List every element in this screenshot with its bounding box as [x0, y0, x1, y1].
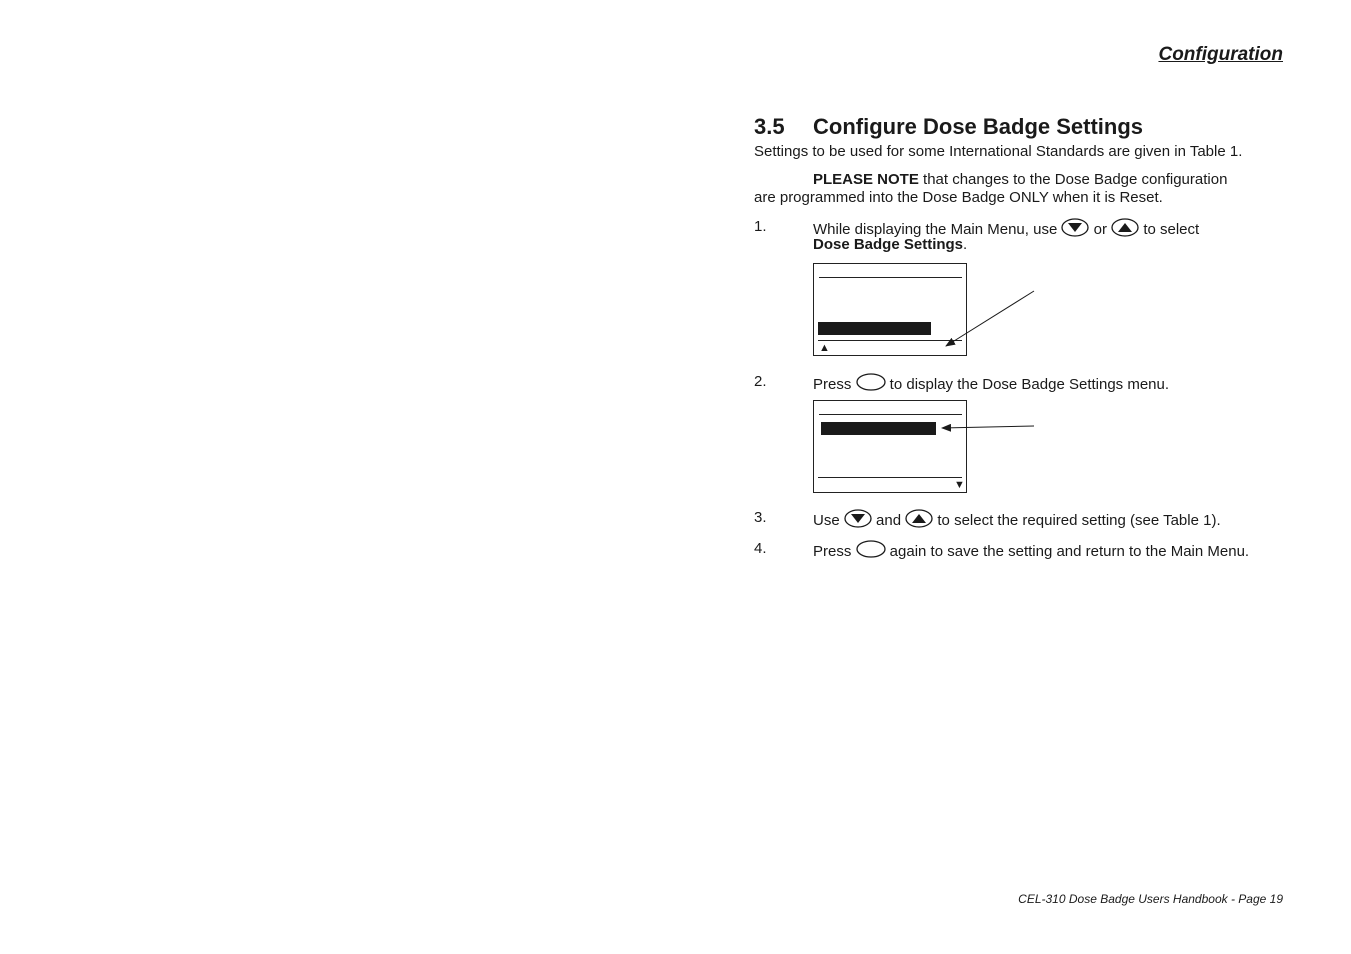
callout-arrow-2 [942, 426, 1034, 428]
step-text [813, 540, 1249, 564]
step-number: 2. [754, 373, 767, 390]
up-indicator-icon: ▲ [819, 342, 830, 354]
step-number: 3. [754, 509, 767, 526]
step-text-part: to select [1139, 221, 1200, 238]
note-text-1: that changes to the Dose Badge configuration [918, 171, 1228, 188]
step-text-part: and [871, 512, 906, 529]
step-text-part: Use [813, 512, 844, 529]
menu-item-name: Dose Badge Settings [813, 236, 964, 253]
page-footer: CEL-310 Dose Badge Users Handbook - Page 19 [1018, 892, 1283, 906]
note-text-2: are programmed into the Dose Badge ONLY when it is Reset. [754, 189, 1163, 206]
down-indicator-icon: ▼ [954, 479, 965, 491]
step-text-part: While displaying the Main Menu, use [813, 221, 1062, 238]
section-number: 3.5 [754, 114, 785, 139]
step-number: 4. [754, 540, 767, 557]
section-header: Configuration [1158, 44, 1283, 65]
step-text-part: Press [813, 376, 856, 393]
note-label: PLEASE NOTE [813, 171, 919, 188]
step-text-part: to select the required setting (see Table 1). [933, 512, 1221, 529]
step-text-part: again to save the setting and return to the Main Menu. [885, 543, 1250, 560]
callout-arrow-1 [946, 291, 1034, 346]
step-text [813, 509, 1221, 533]
section-title-text: Configure Dose Badge Settings [813, 114, 1144, 139]
step-text-part: . [963, 236, 968, 253]
step-text-part: or [1089, 221, 1112, 238]
step-text-part: Press [813, 543, 856, 560]
step-number: 1. [754, 218, 767, 235]
up-arrow-key-icon [905, 509, 933, 533]
intro-text: Settings to be used for some International Standards are given in Table 1. [754, 143, 1243, 160]
down-arrow-key-icon [844, 509, 872, 533]
step-text-part: to display the Dose Badge Settings menu. [885, 376, 1170, 393]
enter-key-icon [856, 540, 886, 564]
